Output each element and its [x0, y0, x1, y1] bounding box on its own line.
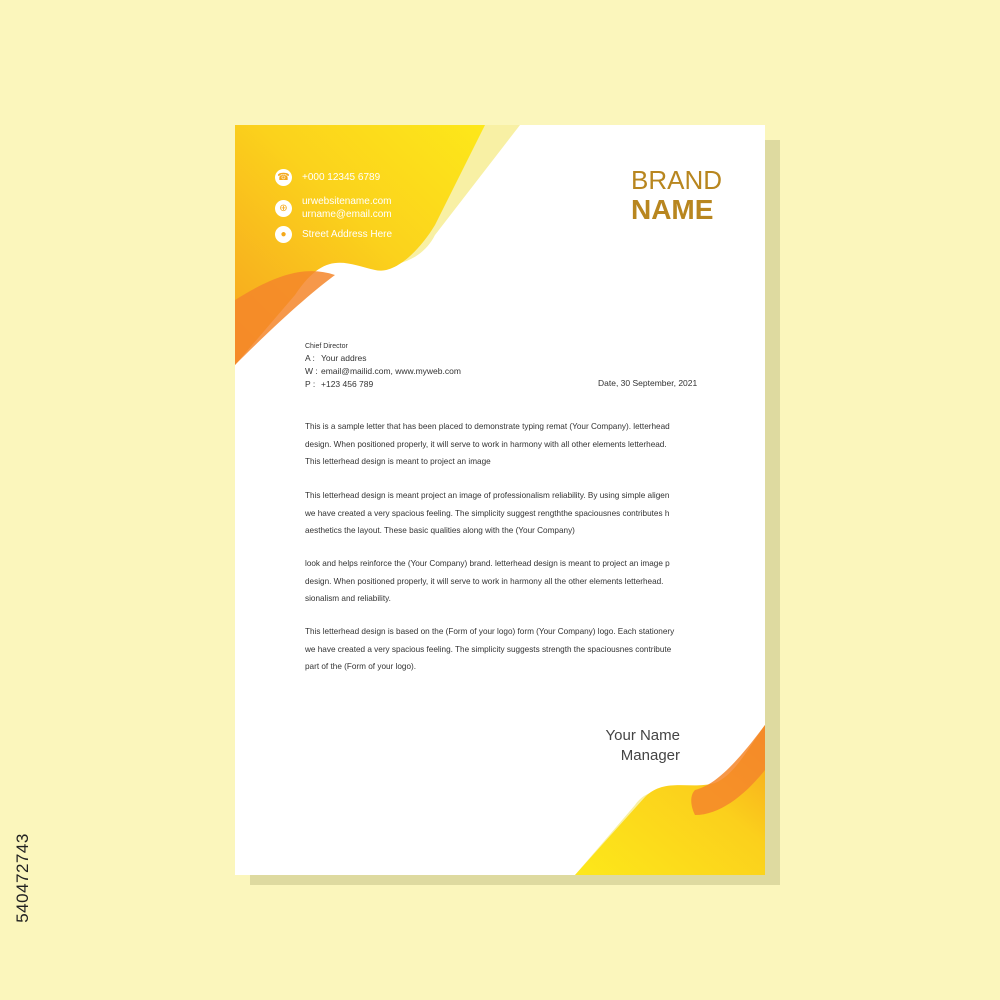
sender-web-row: W : email@mailid.com, www.myweb.com — [305, 366, 461, 376]
phone-icon: ☎ — [275, 169, 292, 186]
body-paragraph-1: This is a sample letter that has been placed to demonstrate typing remat (Your Company). letterhead design. When positioned properly, it will serve to work in harmony with all other elements letterhead. This letterhead design is meant to project an image — [305, 422, 670, 466]
globe-icon: ⊕ — [275, 200, 292, 217]
contact-phone — [275, 169, 380, 186]
brand-line-2: NAME — [630, 194, 714, 225]
stock-id-label — [12, 765, 34, 990]
contact-web — [275, 195, 392, 221]
sender-address-row: A : Your addres — [305, 353, 367, 363]
stock-id-text: 540472743 — [13, 832, 32, 923]
body-paragraph-3: look and helps reinforce the (Your Company) brand. letterhead design is meant to project an image p design. When positioned properly, it will serve to work in harmony all the other elements letterhead. sionalism and reliability. — [305, 559, 670, 603]
email-text: urname@email.com — [302, 209, 392, 220]
brand-line-1: BRAND — [630, 165, 722, 195]
brand-logo — [631, 165, 722, 225]
body-paragraph-2: This letterhead design is meant project an image of professionalism reliability. By using simple aligen we have created a very spacious feeling. The simplicity suggest rengththe spaciousnes contributes h aesthetics the layout. These basic qualities along with the (Your Company) — [305, 491, 670, 535]
signature-name: Your Name — [605, 727, 680, 744]
sender-block — [305, 341, 461, 391]
location-pin-icon: ● — [275, 226, 292, 243]
phone-text: +000 12345 6789 — [302, 172, 381, 183]
letter-date: Date, 30 September, 2021 — [598, 378, 698, 388]
contact-address — [275, 226, 392, 243]
letterhead-page — [235, 125, 765, 875]
address-text: Street Address Here — [302, 229, 393, 240]
signature-title: Manager — [620, 747, 680, 764]
sender-role: Chief Director — [305, 343, 348, 350]
header-yellow-wave — [235, 125, 485, 365]
body-paragraph-4: This letterhead design is based on the (Form of your logo) form (Your Company) logo. Each stationery we have created a very spacious feeling. The simplicity suggests strength the spaciousnes contribute part of the (Form of your logo). — [305, 627, 675, 671]
sender-phone-row: P : +123 456 789 — [305, 379, 374, 389]
signature-block — [606, 726, 681, 766]
website-text: urwebsitename.com — [302, 196, 392, 207]
